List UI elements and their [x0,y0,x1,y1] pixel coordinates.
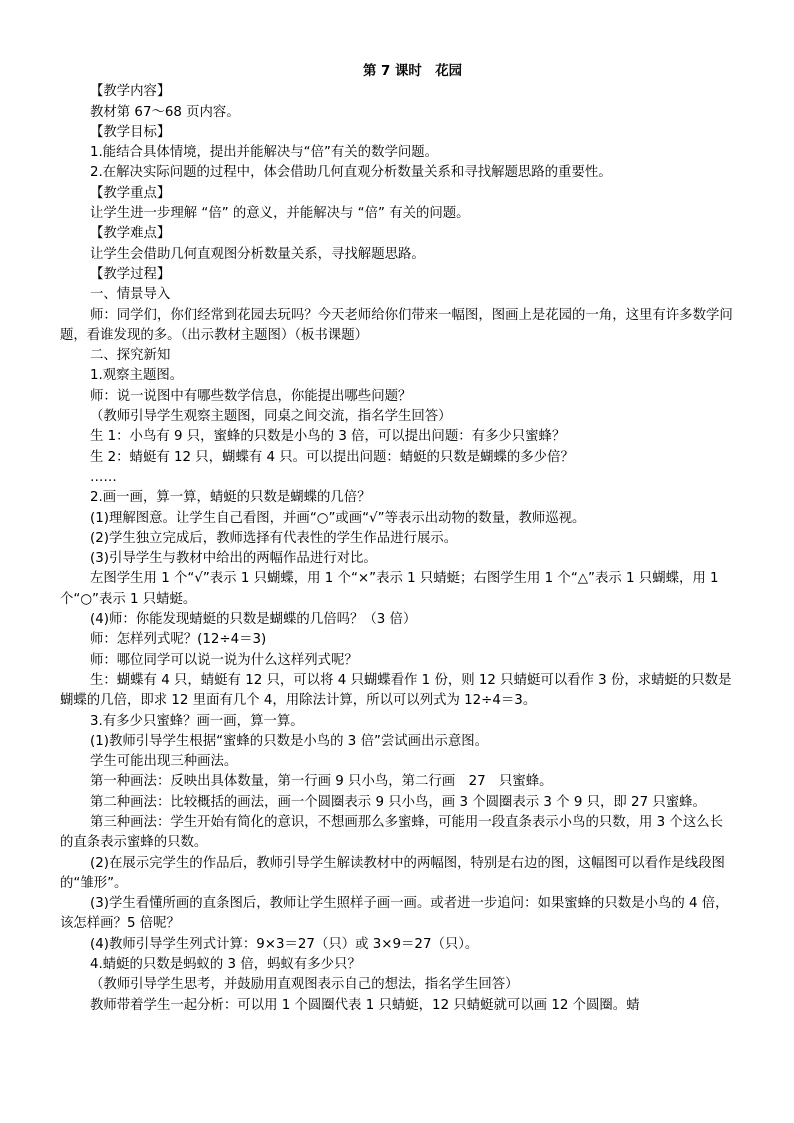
text-line: 3.有多少只蜜蜂？画一画，算一算。 [90,713,304,729]
text-line: 生 2：蜻蜓有 12 只，蝴蝶有 4 只。可以提出问题：蜻蜓的只数是蝴蝶的多少倍？ [90,449,574,465]
text-line: 让学生进一步理解 “倍” 的意义，并能解决与 “倍” 有关的问题。 [90,206,470,222]
paragraph-method-3: 第三种画法：学生开始有简化的意识，不想画那么多蜜蜂，可能用一段直条表示小鸟的只数，用 3 个这么长的直条表示蜜蜂的只数。 [60,814,723,851]
paragraph-student-answer: 生：蝴蝶有 4 只，蜻蜓有 12 只，可以将 4 只蝴蝶看作 1 份，则 12 只蜻蜓可以看作 3 份，求蜻蜓的只数是蝴蝶的几倍，即求 12 里面有几个 4，用除法计算，所以可以列式为 12÷4＝3。 [60,672,732,709]
section-intro: 一、情景导入 [90,287,171,303]
text-line: 第一种画法：反映出具体数量，第一行画 9 只小鸟，第二行画 27 只蜜蜂。 [90,774,553,790]
text-line: (4)教师引导学生列式计算：9×3＝27（只）或 3×9＝27（只）。 [90,936,479,952]
heading-focus: 【教学重点】 [90,185,171,201]
text-line: 1.能结合具体情境，提出并能解决与“倍”有关的数学问题。 [90,145,439,161]
text-line: 学生可能出现三种画法。 [90,754,238,770]
text-line: 2.在解决实际问题的过程中，体会借助几何直观分析数量关系和寻找解题思路的重要性。 [90,165,612,181]
lesson-title: 第 7 课时 花园 [363,64,462,79]
paragraph-step-3: (3)学生看懂所画的直条图后，教师让学生照样子画一画。或者进一步追问：如果蜜蜂的只数是小鸟的 4 倍，该怎样画？5 倍呢？ [60,896,729,932]
paragraph-step-2: (2)在展示完学生的作品后，教师引导学生解读教材中的两幅图，特别是右边的图，这幅图可以看作是线段图的“雏形”。 [60,855,725,891]
text-line: 生 1：小鸟有 9 只，蜜蜂的只数是小鸟的 3 倍，可以提出问题：有多少只蜜蜂？ [90,429,566,445]
lesson-plan-page [60,62,735,1016]
text-line: 师：哪位同学可以说一说为什么这样列式呢？ [90,652,358,668]
heading-content: 【教学内容】 [90,84,171,100]
text-line: (4)师：你能发现蜻蜓的只数是蝴蝶的几倍吗？（3 倍） [90,612,417,628]
paragraph-method-2: 第二种画法：比较概括的画法，画一个圆圈表示 9 只小鸟，画 3 个圆圈表示 3 个 9 只，即 27 只蜜蜂。 [90,794,706,810]
text-line: (1)教师引导学生根据“蜜蜂的只数是小鸟的 3 倍”尝试画出示意图。 [90,733,489,749]
text-line: 师：说一说图中有哪些数学信息，你能提出哪些问题？ [90,388,412,404]
text-line: （教师引导学生观察主题图，同桌之间交流，指名学生回答） [90,409,452,425]
heading-goals: 【教学目标】 [90,124,171,140]
heading-difficulty: 【教学难点】 [90,226,171,242]
text-line: 让学生会借助几何直观图分析数量关系，寻找解题思路。 [90,246,425,262]
heading-process: 【教学过程】 [90,266,171,282]
paragraph-intro: 师：同学们，你们经常到花园去玩吗？今天老师给你们带来一幅图，图画上是花园的一角，这里有许多数学问题，看谁发现的多。（出示教材主题图）（板书课题） [60,307,733,343]
text-line: 1.观察主题图。 [90,368,184,384]
ellipsis-line: …… [90,469,117,485]
text-line: 2.画一画，算一算，蜻蜓的只数是蝴蝶的几倍？ [90,490,371,506]
paragraph-drawings: 左图学生用 1 个“√”表示 1 只蝴蝶，用 1 个“×”表示 1 只蜻蜓；右图学生用 1 个“△”表示 1 只蝴蝶，用 1 个“○”表示 1 只蜻蜓。 [60,571,719,607]
text-line: （教师引导学生思考，并鼓励用直观图表示自己的想法，指名学生回答） [90,977,519,993]
text-line: 4.蜻蜓的只数是蚂蚁的 3 倍，蚂蚁有多少只？ [90,957,361,973]
text-line: (1)理解图意。让学生自己看图，并画“○”或画“√”等表示出动物的数量，教师巡视。 [90,510,586,526]
text-line: (3)引导学生与教材中给出的两幅作品进行对比。 [90,551,377,567]
text-line: 教师带着学生一起分析：可以用 1 个圆圈代表 1 只蜻蜓，12 只蜻蜓就可以画 12 个圆圈。蜻 [90,997,640,1013]
section-explore: 二、探究新知 [90,348,171,364]
text-line: 教材第 67～68 页内容。 [90,104,240,120]
text-line: 师：怎样列式呢？(12÷4＝3) [90,632,267,648]
text-line: (2)学生独立完成后，教师选择有代表性的学生作品进行展示。 [90,530,458,546]
